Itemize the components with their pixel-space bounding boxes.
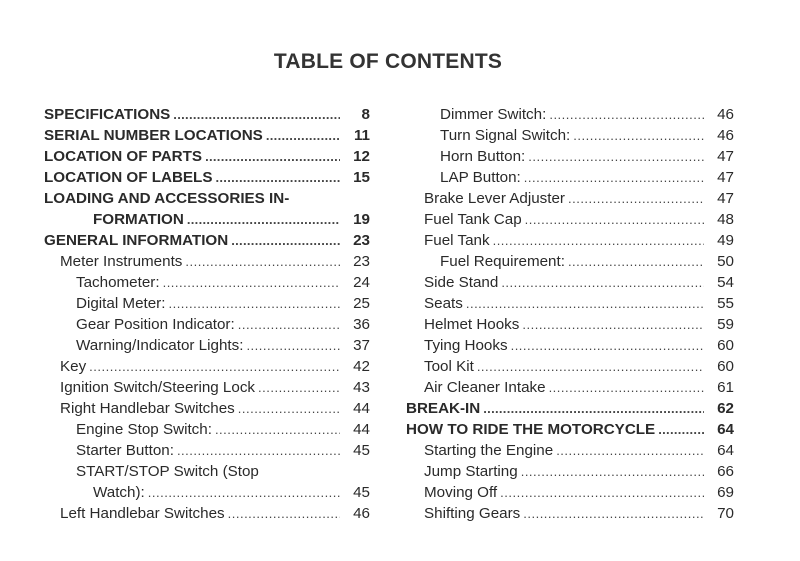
toc-entry (406, 125, 734, 146)
toc-dot-leader (511, 335, 704, 356)
toc-entry (44, 251, 370, 272)
toc-entry (44, 104, 370, 125)
toc-entry (406, 251, 734, 272)
toc-page-number: 15 (353, 169, 370, 186)
toc-entry (44, 335, 370, 356)
toc-dot-leader (522, 314, 704, 335)
toc-page-number: 60 (717, 358, 734, 375)
toc-page-number: 44 (353, 421, 370, 438)
toc-dot-leader (528, 146, 704, 167)
toc-page-number: 60 (717, 337, 734, 354)
toc-entry (44, 419, 370, 440)
toc-entry (406, 461, 734, 482)
toc-entry (44, 461, 370, 482)
toc-page-number: 49 (717, 232, 734, 249)
toc-entry (406, 356, 734, 377)
toc-dot-leader (568, 251, 704, 272)
toc-entry (406, 167, 734, 188)
toc-entry (406, 419, 734, 440)
toc-entry (406, 482, 734, 503)
toc-entry-title: Fuel Tank Cap (424, 211, 522, 228)
toc-dot-leader (266, 125, 340, 146)
toc-entry-title: Helmet Hooks (424, 316, 520, 333)
toc-page-number: 25 (353, 295, 370, 312)
toc-dot-leader (163, 272, 340, 293)
toc-page-number: 42 (353, 358, 370, 375)
toc-page-number: 23 (353, 253, 370, 270)
toc-dot-leader (185, 251, 340, 272)
toc-dot-leader (231, 230, 340, 251)
toc-page-number: 12 (353, 148, 370, 165)
toc-page-number: 64 (717, 442, 734, 459)
toc-entry-title: LOADING AND ACCESSORIES IN- (44, 190, 290, 207)
toc-dot-leader (238, 398, 340, 419)
toc-entry-title: Meter Instruments (60, 253, 183, 270)
toc-entry-title: Shifting Gears (424, 505, 521, 522)
toc-entry (406, 104, 734, 125)
toc-entry-title: Moving Off (424, 484, 498, 501)
toc-entry-title: Right Handlebar Switches (60, 400, 235, 417)
toc-entry (44, 503, 370, 524)
toc-page-number: 61 (717, 379, 734, 396)
toc-entry (44, 377, 370, 398)
toc-entry (406, 314, 734, 335)
toc-entry-title: Turn Signal Switch: (440, 127, 571, 144)
toc-page-number: 46 (717, 106, 734, 123)
toc-dot-leader (215, 167, 340, 188)
toc-page-number: 8 (361, 106, 370, 123)
toc-entry-title: Tool Kit (424, 358, 474, 375)
toc-right-column (406, 104, 734, 524)
toc-entry (44, 398, 370, 419)
toc-dot-leader (521, 461, 704, 482)
toc-entry-title: Gear Position Indicator: (76, 316, 235, 333)
toc-entry (406, 230, 734, 251)
toc-dot-leader (246, 335, 340, 356)
toc-entry (406, 146, 734, 167)
toc-entry-title: Brake Lever Adjuster (424, 190, 565, 207)
toc-page-number: 47 (717, 169, 734, 186)
toc-dot-leader (258, 377, 340, 398)
toc-entry-title: Horn Button: (440, 148, 526, 165)
toc-entry-title: FORMATION (93, 211, 184, 228)
toc-entry-title: Ignition Switch/Steering Lock (60, 379, 256, 396)
toc-dot-leader (148, 482, 340, 503)
toc-entry-title: Dimmer Switch: (440, 106, 547, 123)
toc-dot-leader (228, 503, 340, 524)
toc-entry (44, 167, 370, 188)
toc-dot-leader (238, 314, 340, 335)
toc-entry-title: Warning/Indicator Lights: (76, 337, 244, 354)
toc-entry (406, 398, 734, 419)
toc-left-column (44, 104, 370, 524)
toc-dot-leader (187, 209, 340, 230)
toc-entry-title: Seats (424, 295, 463, 312)
toc-entry (406, 335, 734, 356)
page-title: TABLE OF CONTENTS (273, 50, 503, 73)
toc-entry (44, 188, 370, 209)
toc-entry-title: LOCATION OF PARTS (44, 148, 203, 165)
toc-dot-leader (477, 356, 704, 377)
toc-page-number: 55 (717, 295, 734, 312)
toc-entry-title: Left Handlebar Switches (60, 505, 225, 522)
toc-page-number: 36 (353, 316, 370, 333)
toc-entry-title: Starting the Engine (424, 442, 554, 459)
toc-dot-leader (500, 482, 704, 503)
toc-page-number: 45 (353, 484, 370, 501)
toc-dot-leader (525, 209, 704, 230)
toc-dot-leader (493, 230, 704, 251)
toc-dot-leader (658, 419, 704, 440)
toc-entry-title: Engine Stop Switch: (76, 421, 212, 438)
toc-entry-title: Air Cleaner Intake (424, 379, 546, 396)
toc-entry (406, 272, 734, 293)
toc-entry (406, 293, 734, 314)
toc-entry-title: SPECIFICATIONS (44, 106, 171, 123)
toc-entry (44, 209, 370, 230)
toc-entry-title: Fuel Tank (424, 232, 490, 249)
toc-entry (44, 356, 370, 377)
toc-page-number: 64 (717, 421, 734, 438)
toc-page-number: 47 (717, 148, 734, 165)
toc-page-number: 69 (717, 484, 734, 501)
toc-entry-title: BREAK-IN (406, 400, 481, 417)
toc-dot-leader (466, 293, 704, 314)
toc-dot-leader (177, 440, 340, 461)
toc-page-number: 66 (717, 463, 734, 480)
toc-dot-leader (168, 293, 340, 314)
toc-entry (44, 146, 370, 167)
toc-page-number: 24 (353, 274, 370, 291)
toc-entry (44, 272, 370, 293)
toc-entry (44, 440, 370, 461)
toc-dot-leader (89, 356, 340, 377)
toc-entry (44, 125, 370, 146)
toc-entry-title: HOW TO RIDE THE MOTORCYCLE (406, 421, 656, 438)
toc-entry-title: LAP Button: (440, 169, 521, 186)
toc-entry-title: Jump Starting (424, 463, 518, 480)
toc-entry-title: GENERAL INFORMATION (44, 232, 229, 249)
toc-dot-leader (573, 125, 704, 146)
toc-entry-title: Watch): (93, 484, 145, 501)
toc-entry (406, 440, 734, 461)
toc-dot-leader (556, 440, 704, 461)
toc-entry-title: LOCATION OF LABELS (44, 169, 213, 186)
toc-dot-leader (523, 503, 704, 524)
toc-page-number: 54 (717, 274, 734, 291)
toc-entry-title: Tying Hooks (424, 337, 508, 354)
toc-page-number: 47 (717, 190, 734, 207)
toc-dot-leader (173, 104, 340, 125)
toc-page-number: 19 (353, 211, 370, 228)
toc-entry-title: START/STOP Switch (Stop (76, 463, 259, 480)
toc-entry-title: Key (60, 358, 87, 375)
toc-entry (406, 188, 734, 209)
toc-dot-leader (501, 272, 704, 293)
toc-dot-leader (549, 377, 704, 398)
toc-entry (406, 377, 734, 398)
toc-page-number: 46 (717, 127, 734, 144)
toc-dot-leader (205, 146, 340, 167)
toc-entry-title: Digital Meter: (76, 295, 166, 312)
toc-page-number: 62 (717, 400, 734, 417)
toc-page-number: 37 (353, 337, 370, 354)
toc-page-number: 48 (717, 211, 734, 228)
toc-dot-leader (549, 104, 704, 125)
toc-entry-title: SERIAL NUMBER LOCATIONS (44, 127, 263, 144)
toc-entry (44, 293, 370, 314)
toc-page-number: 46 (353, 505, 370, 522)
toc-page-number: 50 (717, 253, 734, 270)
toc-dot-leader (568, 188, 704, 209)
toc-entry (406, 209, 734, 230)
toc-dot-leader (483, 398, 704, 419)
toc-dot-leader (215, 419, 340, 440)
toc-entry (44, 230, 370, 251)
toc-entry-title: Fuel Requirement: (440, 253, 565, 270)
toc-entry (406, 503, 734, 524)
toc-entry-title: Tachometer: (76, 274, 160, 291)
toc-page-number: 11 (353, 127, 370, 144)
toc-entry-title: Side Stand (424, 274, 499, 291)
toc-page-number: 43 (353, 379, 370, 396)
toc-page-number: 70 (717, 505, 734, 522)
toc-page-number: 45 (353, 442, 370, 459)
toc-page-number: 23 (353, 232, 370, 249)
toc-page-number: 44 (353, 400, 370, 417)
toc-page-number: 59 (717, 316, 734, 333)
toc-dot-leader (524, 167, 704, 188)
toc-entry-title: Starter Button: (76, 442, 174, 459)
toc-entry (44, 314, 370, 335)
toc-entry (44, 482, 370, 503)
